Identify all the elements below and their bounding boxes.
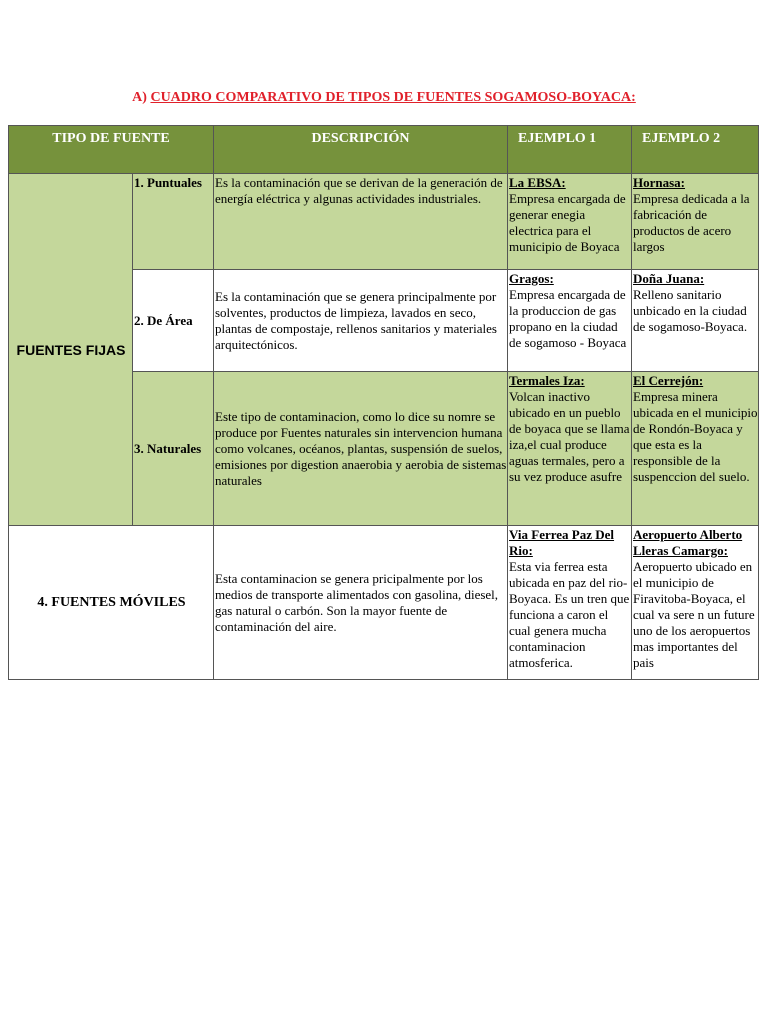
fuentes-moviles-label: 4. FUENTES MÓVILES [9, 526, 214, 680]
example-2-cell [632, 174, 759, 270]
example-1-cell [508, 372, 632, 526]
example-text: Empresa encargada de la produccion de gas propano en la ciudad de sogamoso - Boyaca [509, 287, 627, 350]
example-2-cell [632, 270, 759, 372]
description-cell: Este tipo de contaminacion, como lo dice su nomre se produce por Fuentes naturales sin intervencion humana como volcanes, océanos, plantas, suspensión de suelos, emisiones por digestion anaerobia y aerobia de sistemas naturales [214, 372, 508, 526]
header-ejemplo-2: EJEMPLO 2 [632, 126, 759, 174]
description-cell: Esta contaminacion se genera pricipalmente por los medios de transporte alimentados con gasolina, diesel, gas natural o carbón. Son la mayor fuente de contaminación del aire. [214, 526, 508, 680]
header-row [9, 126, 759, 174]
subtype-cell: 2. De Área [133, 270, 214, 372]
title-text: CUADRO COMPARATIVO DE TIPOS DE FUENTES SOGAMOSO-BOYACA: [150, 90, 636, 105]
example-name: Via Ferrea Paz Del Rio: [509, 527, 615, 558]
example-text: Esta via ferrea esta ubicada en paz del rio- Boyaca. Es un tren que funciona a caron el cual genera mucha contaminacion atmosferica. [509, 559, 630, 670]
example-text: Empresa encargada de generar enegia electrica para el municipio de Boyaca [509, 191, 626, 254]
subtype-cell: 3. Naturales [133, 372, 214, 526]
example-name: Gragos: [509, 271, 554, 286]
example-1-cell [508, 270, 632, 372]
example-name: Hornasa: [633, 175, 685, 190]
fuentes-fijas-label: FUENTES FIJAS [9, 174, 133, 526]
example-name: Doña Juana: [633, 271, 705, 286]
example-text: Volcan inactivo ubicado en un pueblo de boyaca que se llama iza,el cual produce aguas termales, pero a su vez produce asufre [509, 389, 630, 484]
header-descripcion: DESCRIPCIÓN [214, 126, 508, 174]
example-name: Termales Iza: [509, 373, 585, 388]
example-name: La EBSA: [509, 175, 566, 190]
example-text: Relleno sanitario unbicado en la ciudad de sogamoso-Boyaca. [633, 287, 748, 334]
example-text: Aeropuerto ubicado en el municipio de Firavitoba-Boyaca, el cual va sere n un future uno de los aeropuertos mas importantes del pais [633, 559, 755, 670]
example-name: Aeropuerto Alberto Lleras Camargo: [633, 527, 743, 558]
example-1-cell [508, 526, 632, 680]
example-1-cell [508, 174, 632, 270]
table-row [9, 526, 759, 680]
header-tipo-fuente: TIPO DE FUENTE [9, 126, 214, 174]
document-title [0, 90, 768, 106]
header-ejemplo-1: EJEMPLO 1 [508, 126, 632, 174]
example-2-cell [632, 526, 759, 680]
subtype-cell: 1. Puntuales [133, 174, 214, 270]
title-prefix: A) [132, 90, 151, 105]
example-name: El Cerrejón: [633, 373, 704, 388]
example-text: Empresa dedicada a la fabricación de productos de acero largos [633, 191, 750, 254]
example-text: Empresa minera ubicada en el municipio de Rondón-Boyaca y que esta es la responsible de la suspenccion del suelo. [633, 389, 758, 484]
description-cell: Es la contaminación que se genera principalmente por solventes, productos de limpieza, lavados en seco, plantas de compostaje, rellenos sanitarios y materiales arquitectónicos. [214, 270, 508, 372]
example-2-cell [632, 372, 759, 526]
comparison-table [8, 125, 759, 680]
table-row [9, 174, 759, 270]
description-cell: Es la contaminación que se derivan de la generación de energía eléctrica y algunas actividades industriales. [214, 174, 508, 270]
